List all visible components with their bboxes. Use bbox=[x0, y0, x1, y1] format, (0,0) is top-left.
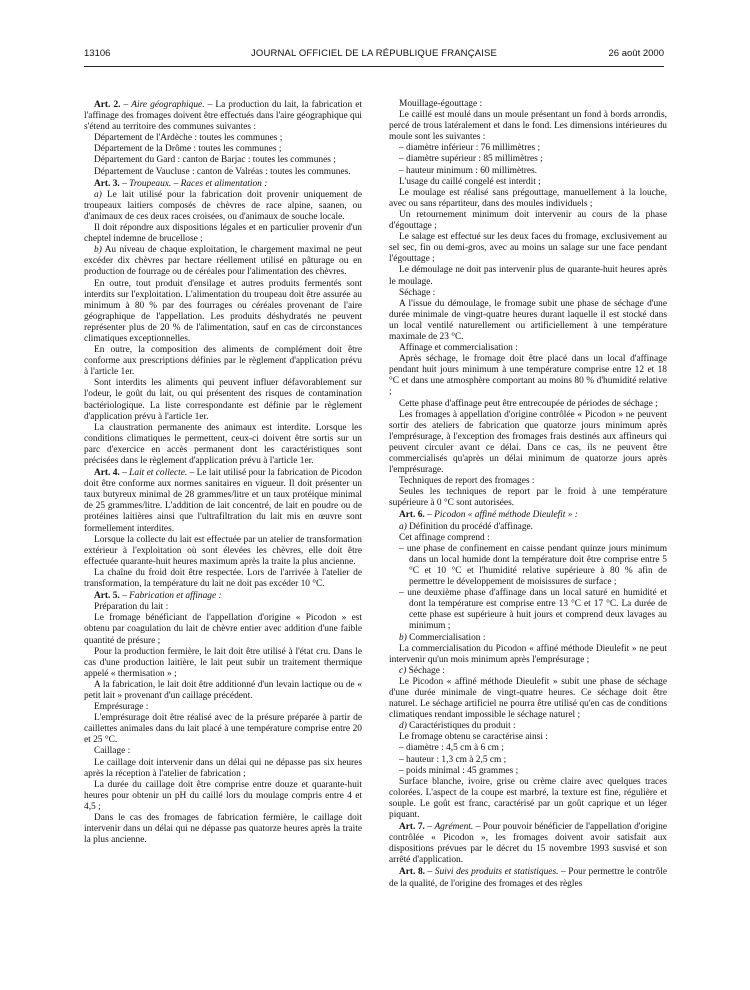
article-number: Art. 5. bbox=[94, 591, 120, 602]
body-paragraph bbox=[389, 399, 667, 410]
paragraph-text: Au niveau de chaque exploitation, le chargement maximal ne peut excéder dix chèvres par hectare réellement utilisé en pâturage ou en production de fourrage ou de céréales pour l'alimentation des chèvres. bbox=[84, 245, 362, 278]
paragraph-text: Mouillage-égouttage : bbox=[399, 99, 483, 109]
body-paragraph bbox=[389, 487, 667, 509]
list-letter: a) bbox=[399, 521, 407, 532]
article-text: – Le lait utilisé pour la fabrication de Picodon doit être conforme aux normes sanitaires en vigueur. Il doit présenter un taux butyreux minimal de 28 grammes/litre et un taux protéique minimal de 25 grammes/litre. L'addition de lait concentré, de lait en poudre ou de protéines laitières ainsi que l'ultrafiltration du lait mis en œuvre sont formellement interdites. bbox=[84, 468, 362, 534]
article-separator: – bbox=[120, 100, 132, 110]
body-paragraph bbox=[84, 155, 362, 166]
body-paragraph bbox=[84, 345, 362, 378]
article-heading: Fabrication et affinage : bbox=[129, 591, 222, 602]
paragraph-text: Surface blanche, ivoire, grise ou crème claire avec quelques traces colorées. L'aspect de la coupe est marbré, la texture est fine, régulière et souple. Le goût est franc, caractérisé par un goût caprique et un léger piquant. bbox=[389, 776, 667, 820]
list-letter: d) bbox=[399, 721, 407, 732]
paragraph-text: En outre, tout produit d'ensilage et autres produits fermentés sont interdits sur l'exploitation. L'alimentation du troupeau doit être assurée au minimum à 80 % par des fourrages ou céréales provenant de l'aire géographique de l'appellation. Les produits déshydratés ne peuvent représenter plus de 20 % de l'alimentation, sauf en cas de circonstances climatiques exceptionnelles. bbox=[84, 278, 362, 344]
body-paragraph bbox=[389, 99, 667, 110]
list-item-text: – diamètre : 4,5 cm à 6 cm ; bbox=[399, 743, 504, 754]
paragraph-text: Affinage et commercialisation : bbox=[399, 343, 518, 354]
article-heading: Lait et collecte. bbox=[129, 468, 188, 479]
dash-list-item bbox=[389, 166, 667, 177]
paragraph-text: Après séchage, le fromage doit être placé dans un local d'affinage pendant huit jours minimum à une température comprise entre 12 et 18 °C et dans une atmosphère comportant au moins 80 % d'humidité relative ; bbox=[389, 354, 667, 398]
body-paragraph bbox=[389, 677, 667, 721]
article-separator: – bbox=[424, 822, 435, 833]
paragraph-text: Département du Gard : canton de Barjac : toutes les communes ; bbox=[94, 155, 336, 166]
body-paragraph bbox=[389, 288, 667, 299]
paragraph-text: Il doit répondre aux dispositions légales et en particulier provenir d'un cheptel indemne de brucellose ; bbox=[84, 223, 362, 245]
article-number: Art. 8. bbox=[399, 867, 425, 878]
paragraph-text: Séchage : bbox=[399, 287, 436, 298]
body-paragraph bbox=[84, 167, 362, 178]
article-heading: Suivi des produits et statistiques. bbox=[434, 867, 559, 878]
body-paragraph bbox=[84, 223, 362, 245]
body-paragraph bbox=[389, 476, 667, 487]
body-paragraph bbox=[389, 732, 667, 743]
body-paragraph bbox=[389, 410, 667, 477]
body-paragraph bbox=[389, 343, 667, 354]
article-paragraph bbox=[84, 468, 362, 535]
list-item-text: – poids minimal : 45 grammes ; bbox=[399, 765, 519, 776]
dash-list-item bbox=[389, 755, 667, 766]
list-letter: a) bbox=[94, 189, 102, 200]
article-separator: – bbox=[119, 178, 130, 189]
paragraph-text: Le caillé est moulé dans un moule présentant un fond à bords arrondis, percé de trous latéralement et dans le fond. Les dimensions intérieures du moule sont les suivantes : bbox=[389, 110, 667, 143]
paragraph-text: Séchage : bbox=[406, 665, 445, 676]
article-paragraph bbox=[84, 179, 362, 190]
body-paragraph bbox=[389, 188, 667, 210]
article-paragraph bbox=[389, 867, 667, 889]
lettered-paragraph bbox=[389, 522, 667, 533]
dash-list-item bbox=[389, 743, 667, 754]
page-header bbox=[84, 48, 664, 62]
article-separator: – bbox=[424, 867, 435, 878]
list-item-text: – une deuxième phase d'affinage dans un local saturé en humidité et dont la température est comprise entre 13 °C et 17 °C. La durée de cette phase est supérieure à huit jours et comprend deux lavages au minimum ; bbox=[399, 588, 667, 632]
body-paragraph bbox=[84, 647, 362, 680]
paragraph-text: Commercialisation : bbox=[406, 632, 486, 643]
paragraph-text: Emprésurage : bbox=[94, 702, 149, 713]
article-paragraph bbox=[389, 510, 667, 521]
body-paragraph bbox=[84, 713, 362, 746]
lettered-paragraph bbox=[389, 666, 667, 677]
body-paragraph bbox=[84, 602, 362, 613]
paragraph-text: La durée du caillage doit être comprise entre douze et quarante-huit heures pour obtenir un pH du caillé lors du moulage compris entre 4 et 4,5 ; bbox=[84, 779, 362, 812]
journal-title: JOURNAL OFFICIEL DE LA RÉPUBLIQUE FRANÇAISE bbox=[251, 48, 497, 59]
list-letter: b) bbox=[94, 245, 102, 256]
paragraph-text: Le lait utilisé pour la fabrication doit provenir uniquement de troupeaux laitiers composés de chèvres de race alpine, saanen, ou d'animaux de ces deux races croisées, ou d'animaux de souche locale. bbox=[84, 189, 362, 222]
paragraph-text: L'usage du caillé congelé est interdit ; bbox=[399, 176, 541, 187]
paragraph-text: A la fabrication, le lait doit être additionné d'un levain lactique ou de « petit lait » provenant d'un caillage précédent. bbox=[84, 679, 362, 701]
article-text: – Pour permettre le contrôle de la qualité, de l'origine des fromages et des règles bbox=[389, 867, 667, 889]
body-paragraph bbox=[389, 299, 667, 343]
lettered-paragraph bbox=[389, 633, 667, 644]
left-column bbox=[84, 99, 362, 979]
paragraph-text: A l'issue du démoulage, le fromage subit une phase de séchage d'une durée minimale de vingt-quatre heures durant laquelle il est stocké dans un local ventilé naturellement ou artificiellement à une température maximale de 23 °C. bbox=[389, 298, 667, 342]
article-heading: Picodon « affiné méthode Dieulefit » : bbox=[434, 510, 578, 521]
article-text: – La production du lait, la fabrication et l'affinage des fromages doivent être effectués dans l'aire géographique qui s'étend au territoire des communes suivantes : bbox=[84, 100, 362, 133]
article-separator: – bbox=[424, 510, 435, 521]
body-paragraph bbox=[84, 613, 362, 646]
list-item-text: – diamètre inférieur : 76 millimètres ; bbox=[399, 143, 541, 154]
paragraph-text: En outre, la composition des aliments de complément doit être conforme aux prescriptions définies par le règlement d'application prévu à l'article 1er. bbox=[84, 345, 362, 378]
paragraph-text: Le salage est effectué sur les deux faces du fromage, exclusivement au sel sec, fin ou demi-gros, avec au moins un salage sur une face pendant l'égouttage ; bbox=[389, 232, 667, 265]
body-paragraph bbox=[389, 354, 667, 398]
paragraph-text: Préparation du lait : bbox=[94, 602, 169, 613]
body-paragraph bbox=[389, 265, 667, 287]
lettered-paragraph bbox=[389, 721, 667, 732]
lettered-paragraph bbox=[84, 245, 362, 278]
body-paragraph bbox=[389, 232, 667, 265]
paragraph-text: Caillage : bbox=[94, 746, 131, 757]
article-text: – Pour pouvoir bénéficier de l'appellation d'origine contrôlée « Picodon », les fromages doivent avoir satisfait aux dispositions prévues par le décret du 15 novembre 1993 susvisé et son arrêté d'application. bbox=[389, 822, 667, 866]
body-paragraph bbox=[389, 644, 667, 666]
body-paragraph bbox=[84, 702, 362, 713]
article-number: Art. 3. bbox=[94, 178, 120, 189]
article-heading: Troupeaux. – Races et alimentation : bbox=[129, 178, 268, 189]
article-separator: – bbox=[119, 591, 130, 602]
right-column bbox=[389, 99, 667, 979]
dash-list-item bbox=[389, 154, 667, 165]
paragraph-text: Département de Vaucluse : canton de Valréas : toutes les communes. bbox=[94, 166, 351, 177]
article-heading: Aire géographique. bbox=[131, 100, 205, 110]
paragraph-text: Le Picodon « affiné méthode Dieulefit » subit une phase de séchage d'une durée minimale de vingt-quatre heures. Ce séchage doit être naturel. Le séchage artificiel ne pourra être utilisé qu'en cas de conditions climatiques rendant impossible le séchage naturel ; bbox=[389, 676, 667, 721]
lettered-paragraph bbox=[84, 190, 362, 223]
paragraph-text: Les fromages à appellation d'origine contrôlée « Picodon » ne peuvent sortir des ateliers de fabrication que quatorze jours minimum après l'emprésurage, à l'exception des fromages frais destinés aux affineurs qui peuvent circuler avant ce délai. Dans ce cas, ils ne peuvent être commercialisés qu'après un délai minimum de quatorze jours après l'emprésurage. bbox=[389, 409, 667, 476]
paragraph-text: Lorsque la collecte du lait est effectuée par un atelier de transformation extérieur à l'exploitation où sont élevées les chèvres, elle doit être effectuée quarante-huit heures maximum après la traite la plus ancienne. bbox=[84, 534, 362, 567]
paragraph-text: Département de l'Ardèche : toutes les communes ; bbox=[94, 133, 283, 144]
page-number: 13106 bbox=[84, 48, 111, 59]
paragraph-text: Caractéristiques du produit : bbox=[406, 721, 516, 732]
paragraph-text: Département de la Drôme : toutes les communes ; bbox=[94, 144, 282, 155]
issue-date: 26 août 2000 bbox=[608, 48, 664, 59]
paragraph-text: Techniques de report des fromages : bbox=[399, 476, 535, 487]
article-paragraph bbox=[84, 591, 362, 602]
body-paragraph bbox=[84, 535, 362, 568]
paragraph-text: Le fromage obtenu se caractérise ainsi : bbox=[399, 732, 548, 743]
body-paragraph bbox=[84, 568, 362, 590]
body-paragraph bbox=[84, 758, 362, 780]
body-paragraph bbox=[84, 780, 362, 813]
body-paragraph bbox=[389, 777, 667, 821]
paragraph-text: Un retournement minimum doit intervenir au cours de la phase d'égouttage ; bbox=[389, 209, 667, 232]
body-paragraph bbox=[389, 533, 667, 544]
article-number: Art. 2. bbox=[94, 100, 121, 110]
list-item-text: – hauteur minimum : 60 millimètres. bbox=[399, 165, 538, 176]
list-item-text: – hauteur : 1,3 cm à 2,5 cm ; bbox=[399, 754, 507, 765]
dash-list-item bbox=[389, 544, 667, 588]
dash-list-item bbox=[389, 143, 667, 154]
article-paragraph bbox=[389, 822, 667, 866]
dash-list-item bbox=[389, 766, 667, 777]
paragraph-text: Seules les techniques de report par le froid à une température supérieure à 0 °C sont autorisées. bbox=[389, 487, 667, 509]
header-rule bbox=[84, 66, 664, 67]
paragraph-text: Définition du procédé d'affinage. bbox=[406, 521, 534, 532]
body-paragraph bbox=[84, 279, 362, 346]
paragraph-text: Sont interdits les aliments qui peuvent influer défavorablement sur l'odeur, le goût du lait, ou qui présentent des risques de contamination bactériologique. La liste correspondante est définie par le règlement d'application prévu à l'article 1er. bbox=[84, 378, 362, 422]
list-letter: b) bbox=[399, 632, 407, 643]
paragraph-text: La commercialisation du Picodon « affiné méthode Dieulefit » ne peut intervenir qu'un mois minimum après l'emprésurage ; bbox=[389, 643, 667, 665]
paragraph-text: Dans le cas des fromages de fabrication fermière, le caillage doit intervenir dans un délai qui ne dépasse pas quatorze heures après la traite la plus ancienne. bbox=[84, 813, 362, 846]
paragraph-text: Pour la production fermière, le lait doit être utilisé à l'état cru. Dans le cas d'une production laitière, le lait peut subir un traitement thermique appelé « thermisation » ; bbox=[84, 646, 362, 679]
list-item-text: – une phase de confinement en caisse pendant quinze jours minimum dans un local humide dont la température doit être comprise entre 5 °C et 10 °C et l'humidité relative supérieure à 80 % afin de permettre le développement de moisissures de surface ; bbox=[399, 543, 667, 588]
paragraph-text: Cette phase d'affinage peut être entrecoupée de périodes de séchage ; bbox=[399, 398, 658, 409]
paragraph-text: Cet affinage comprend : bbox=[399, 532, 490, 543]
body-paragraph bbox=[84, 746, 362, 757]
article-separator: – bbox=[119, 468, 130, 479]
article-heading: Agrément. bbox=[434, 822, 474, 833]
body-paragraph bbox=[84, 423, 362, 467]
body-paragraph bbox=[84, 813, 362, 846]
body-paragraph bbox=[84, 378, 362, 422]
paragraph-text: Le moulage est réalisé sans prégouttage, manuellement à la louche, avec ou sans répartiteur, dans des moules individuels ; bbox=[389, 187, 667, 209]
article-number: Art. 7. bbox=[399, 822, 425, 833]
list-item-text: – diamètre supérieur : 85 millimètres ; bbox=[399, 154, 543, 165]
body-paragraph bbox=[84, 144, 362, 155]
paragraph-text: Le caillage doit intervenir dans un délai qui ne dépasse pas six heures après la réception à l'atelier de fabrication ; bbox=[84, 757, 362, 779]
list-letter: c) bbox=[399, 665, 407, 676]
body-paragraph bbox=[389, 110, 667, 143]
body-paragraph bbox=[389, 177, 667, 188]
body-paragraph bbox=[84, 680, 362, 702]
paragraph-text: Le démoulage ne doit pas intervenir plus de quarante-huit heures après le moulage. bbox=[389, 265, 667, 287]
paragraph-text: La claustration permanente des animaux est interdite. Lorsque les conditions climatiques le permettent, ceux-ci doivent être sortis sur un parc d'exercice en accès permanent dont les caractéristiques sont précisées dans le règlement d'application prévu à l'article 1er. bbox=[84, 422, 362, 466]
article-number: Art. 6. bbox=[399, 510, 425, 521]
paragraph-text: La chaîne du froid doit être respectée. Lors de l'arrivée à l'atelier de transformation, la température du lait ne doit pas excéder 10 °C. bbox=[84, 567, 362, 590]
dash-list-item bbox=[389, 588, 667, 632]
article-paragraph bbox=[84, 100, 362, 133]
body-paragraph bbox=[84, 133, 362, 144]
article-number: Art. 4. bbox=[94, 468, 120, 479]
paragraph-text: Le fromage bénéficiant de l'appellation d'origine « Picodon » est obtenu par coagulation du lait de chèvre entier avec addition d'une faible quantité de présure ; bbox=[84, 613, 362, 646]
body-paragraph bbox=[389, 210, 667, 232]
paragraph-text: L'emprésurage doit être réalisé avec de la présure préparée à partir de caillettes animales dans du lait placé à une température comprise entre 20 et 25 °C. bbox=[84, 713, 362, 746]
